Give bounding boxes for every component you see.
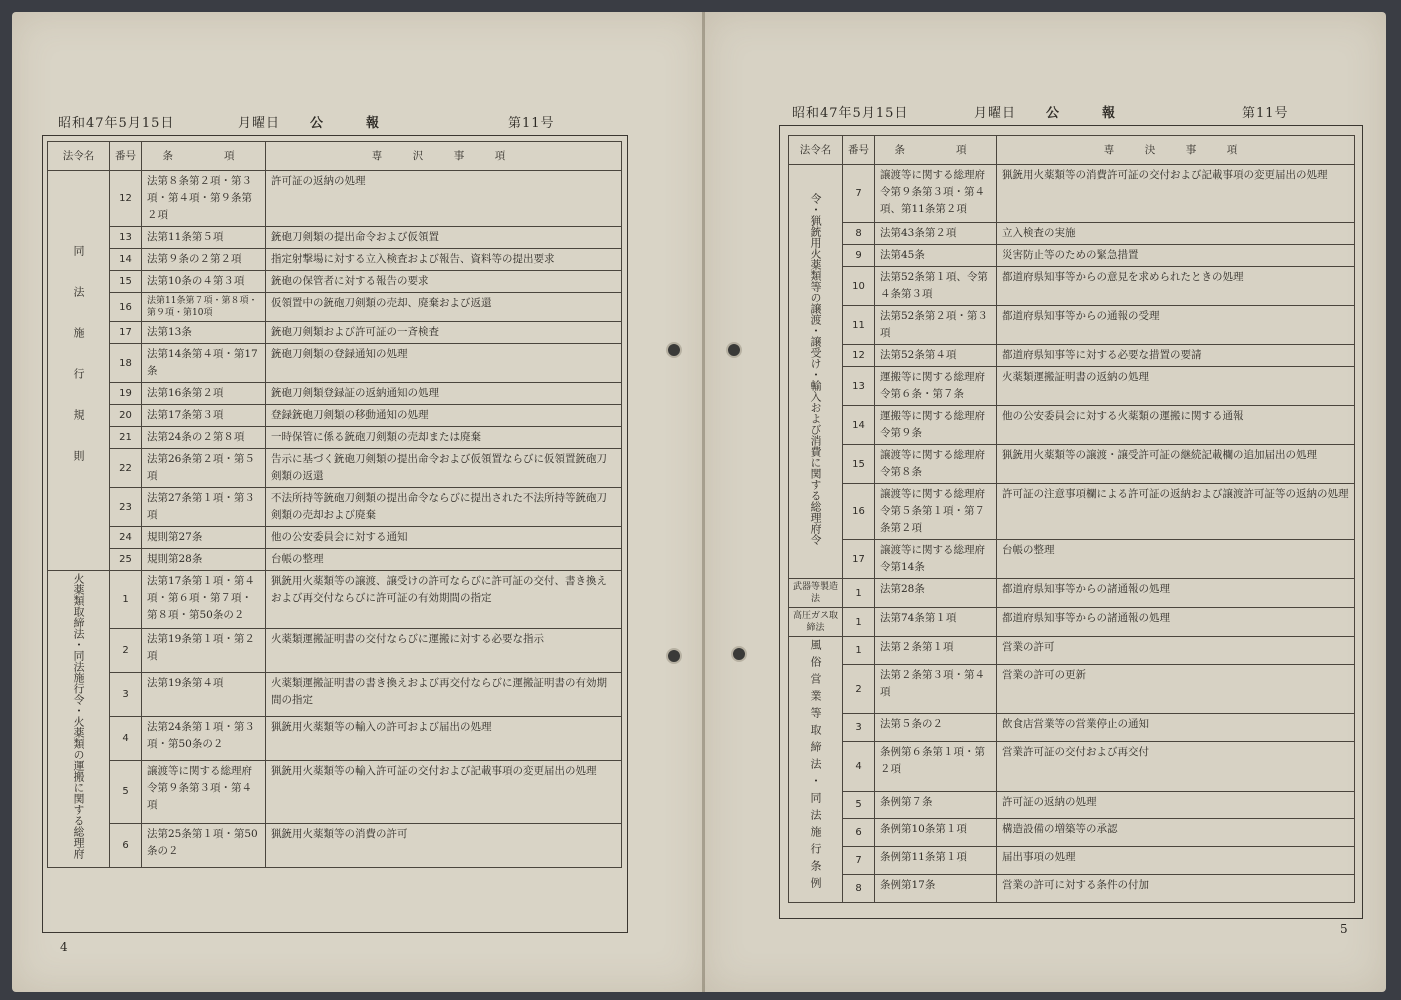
- table-row: 12 法第52条第４項 都道府県知事等に対する必要な措置の要請: [789, 345, 1355, 367]
- header-date: 昭和47年5月15日: [792, 106, 909, 121]
- header-issue: 第11号: [508, 116, 555, 131]
- table-row: 9 法第45条 災害防止等のための緊急措置: [789, 245, 1355, 267]
- table-row: 13 運搬等に関する総理府令第６条・第７条 火薬類運搬証明書の返納の処理: [789, 367, 1355, 406]
- table-row: 高圧ガス取締法 1 法第74条第１項 都道府県知事等からの諸通報の処理: [789, 608, 1355, 637]
- table-row: 4 条例第６条第１項・第２項 営業許可証の交付および再交付: [789, 742, 1355, 791]
- table-row: 8 法第43条第２項 立入検査の実施: [789, 223, 1355, 245]
- column-header-law: 法令名: [48, 142, 110, 171]
- header-weekday: 月曜日: [974, 106, 1017, 121]
- book-spine: [702, 12, 705, 992]
- left-table-frame: [42, 135, 628, 933]
- column-header-matter: 専 決 事 項: [997, 136, 1355, 165]
- column-header-num: 番号: [110, 142, 142, 171]
- page-number-right: 5: [1340, 922, 1348, 936]
- table-row: 16 法第11条第７項・第８項・第９項・第10項 仮領置中の銃砲刀剣類の売却、廃棄および返還: [48, 293, 622, 322]
- table-row: 風俗営業等取締法・同法施行条例 1 法第２条第１項 営業の許可: [789, 637, 1355, 665]
- column-header-num: 番号: [843, 136, 875, 165]
- table-row: 17 譲渡等に関する総理府令第14条 台帳の整理: [789, 540, 1355, 579]
- table-row: 同法施行規則 12 法第８条第２項・第３項・第４項・第９条第２項 許可証の返納の処理: [48, 171, 622, 227]
- table-row: 14 運搬等に関する総理府令第９条 他の公安委員会に対する火薬類の運搬に関する通報: [789, 406, 1355, 445]
- table-row: 武器等製造法 1 法第28条 都道府県知事等からの諸通報の処理: [789, 579, 1355, 608]
- table-row: 4 法第24条第１項・第３項・第50条の２ 猟銃用火薬類等の輸入の許可および届出の処理: [48, 716, 622, 760]
- header-weekday: 月曜日: [238, 116, 281, 131]
- table-row: 7 条例第11条第１項 届出事項の処理: [789, 847, 1355, 875]
- table-row: 23 法第27条第１項・第３項 不法所持等銃砲刀剣類の提出命令ならびに提出された不法所持等銃砲刀剣類の売却および廃棄: [48, 488, 622, 527]
- law-name-cell: 武器等製造法: [789, 579, 843, 608]
- table-row: 10 法第52条第１項、令第４条第３項 都道府県知事等からの意見を求められたときの処理: [789, 267, 1355, 306]
- table-row: 20 法第17条第３項 登録銃砲刀剣類の移動通知の処理: [48, 405, 622, 427]
- table-row: 5 譲渡等に関する総理府令第９条第３項・第４項 猟銃用火薬類等の輸入許可証の交付および記載事項の変更届出の処理: [48, 760, 622, 823]
- table-row: 18 法第14条第４項・第17条 銃砲刀剣類の登録通知の処理: [48, 344, 622, 383]
- table-row: 25 規則第28条 台帳の整理: [48, 549, 622, 571]
- table-row: 19 法第16条第２項 銃砲刀剣類登録証の返納通知の処理: [48, 383, 622, 405]
- right-table-frame: [779, 125, 1363, 919]
- table-row: 3 法第19条第４項 火薬類運搬証明書の書き換えおよび再交付ならびに運搬証明書の有効期間の指定: [48, 672, 622, 716]
- table-row: 17 法第13条 銃砲刀剣類および許可証の一斉検査: [48, 322, 622, 344]
- right-table: [788, 135, 1355, 903]
- table-row: 火薬類取締法・同法施行令・火薬類の運搬に関する総理府 1 法第17条第１項・第４項・第６項・第７項・第８項・第50条の２ 猟銃用火薬類等の譲渡、譲受けの許可ならびに許可証の交付、書き換えおよび再交付ならびに許可証の有効期間の指定: [48, 571, 622, 629]
- table-row: 22 法第26条第２項・第５項 告示に基づく銃砲刀剣類の提出命令および仮領置ならびに仮領置銃砲刀剣類の返還: [48, 449, 622, 488]
- table-row: 11 法第52条第２項・第３項 都道府県知事等からの通報の受理: [789, 306, 1355, 345]
- table-row: 8 条例第17条 営業の許可に対する条件の付加: [789, 875, 1355, 903]
- table-header-row: [48, 142, 622, 171]
- table-row: 24 規則第27条 他の公安委員会に対する通知: [48, 527, 622, 549]
- table-row: 2 法第２条第３項・第４項 営業の許可の更新: [789, 664, 1355, 713]
- table-row: 令・猟銃用火薬類等の譲渡・譲受け・輸入および消費に関する総理府令 7 譲渡等に関する総理府令第９条第３項・第４項、第11条第２項 猟銃用火薬類等の消費許可証の交付および記載事項の変更届出の処理: [789, 165, 1355, 223]
- table-header-row: [789, 136, 1355, 165]
- law-name-cell: 火薬類取締法・同法施行令・火薬類の運搬に関する総理府: [48, 571, 110, 868]
- column-header-article: 条 項: [142, 142, 266, 171]
- page-number-left: 4: [60, 940, 68, 954]
- binding-hole: [726, 342, 742, 358]
- right-header: [792, 102, 1312, 124]
- binding-hole: [666, 648, 682, 664]
- header-date: 昭和47年5月15日: [58, 116, 175, 131]
- column-header-article: 条 項: [875, 136, 997, 165]
- table-row: 13 法第11条第５項 銃砲刀剣類の提出命令および仮領置: [48, 227, 622, 249]
- table-row: 15 譲渡等に関する総理府令第８条 猟銃用火薬類等の譲渡・譲受許可証の継続記載欄の追加届出の処理: [789, 445, 1355, 484]
- binding-hole: [731, 646, 747, 662]
- table-row: 21 法第24条の２第８項 一時保管に係る銃砲刀剣類の売却または廃棄: [48, 427, 622, 449]
- table-row: 6 条例第10条第１項 構造設備の増築等の承認: [789, 819, 1355, 847]
- table-row: 14 法第９条の２第２項 指定射撃場に対する立入検査および報告、資料等の提出要求: [48, 249, 622, 271]
- column-header-law: 法令名: [789, 136, 843, 165]
- column-header-matter: 専 沢 事 項: [266, 142, 622, 171]
- left-header: [58, 112, 618, 134]
- law-name-cell: 風俗営業等取締法・同法施行条例: [789, 637, 843, 903]
- table-row: 6 法第25条第１項・第50条の２ 猟銃用火薬類等の消費の許可: [48, 823, 622, 867]
- header-kind: 公 報: [310, 116, 381, 131]
- table-row: 16 譲渡等に関する総理府令第５条第１項・第７条第２項 許可証の注意事項欄による許可証の返納および譲渡許可証等の返納の処理: [789, 484, 1355, 540]
- law-name-cell: 令・猟銃用火薬類等の譲渡・譲受け・輸入および消費に関する総理府令: [789, 165, 843, 579]
- table-row: 5 条例第７条 許可証の返納の処理: [789, 791, 1355, 819]
- header-kind: 公 報: [1046, 106, 1117, 121]
- header-issue: 第11号: [1242, 106, 1289, 121]
- binding-hole: [666, 342, 682, 358]
- law-name-cell: 同法施行規則: [48, 171, 110, 571]
- law-name-cell: 高圧ガス取締法: [789, 608, 843, 637]
- table-row: 15 法第10条の４第３項 銃砲の保管者に対する報告の要求: [48, 271, 622, 293]
- left-table: [47, 141, 622, 868]
- table-row: 3 法第５条の２ 飲食店営業等の営業停止の通知: [789, 714, 1355, 742]
- table-row: 2 法第19条第１項・第２項 火薬類運搬証明書の交付ならびに運搬に対する必要な指示: [48, 629, 622, 673]
